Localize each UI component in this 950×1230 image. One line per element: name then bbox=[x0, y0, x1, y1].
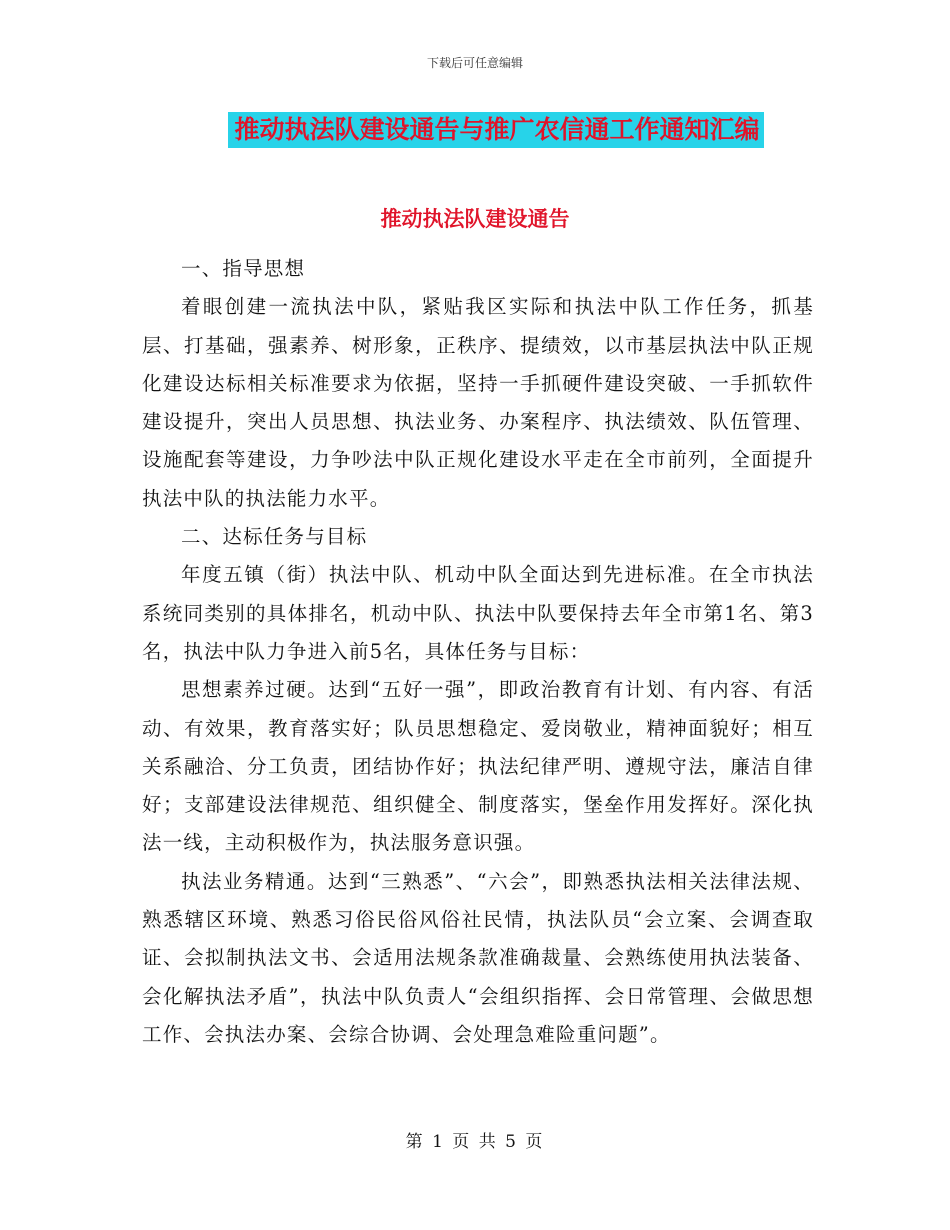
section-title: 推动执法队建设通告 bbox=[380, 207, 570, 231]
page-number-footer: 第 1 页 共 5 页 bbox=[405, 1132, 545, 1152]
main-title: 推动执法队建设通告与推广农信通工作通知汇编 bbox=[228, 112, 763, 148]
document-body bbox=[142, 250, 814, 1054]
main-title-container bbox=[0, 112, 950, 148]
paragraph-ideological-quality: 思想素养过硬。达到“五好一强”，即政治教育有计划、有内容、有活动、有效果，教育落实好；队员思想稳定、爱岗敬业，精神面貌好；相互关系融洽、分工负责，团结协作好；执法纪律严明、遵规守法，廉洁自律好；支部建设法律规范、组织健全、制度落实，堡垒作用发挥好。深化执法一线，主动积极作为，执法服务意识强。 bbox=[142, 678, 814, 855]
paragraph-guiding-ideology: 着眼创建一流执法中队，紧贴我区实际和执法中队工作任务，抓基层、打基础，强素养、树形象，正秩序、提绩效，以市基层执法中队正规化建设达标相关标准要求为依据，坚持一手抓硬件建设突破、一手抓软件建设提升，突出人员思想、执法业务、办案程序、执法绩效、队伍管理、设施配套等建设，力争吵法中队正规化建设水平走在全市前列，全面提升执法中队的执法能力水平。 bbox=[142, 295, 814, 510]
heading-guiding-ideology: 一、指导思想 bbox=[181, 257, 306, 280]
header-note: 下载后可任意编辑 bbox=[426, 56, 523, 70]
heading-tasks-and-goals: 二、达标任务与目标 bbox=[181, 525, 368, 549]
paragraph-enforcement-proficiency: 执法业务精通。达到“三熟悉”、“六会”，即熟悉执法相关法律法规、熟悉辖区环境、熟悉习俗民俗风俗社民情，执法队员“会立案、会调查取证、会拟制执法文书、会适用法规条款准确裁量、会熟练使用执法装备、会化解执法矛盾”，执法中队负责人“会组织指挥、会日常管理、会做思想工作、会执法办案、会综合协调、会处理急难险重问题”。 bbox=[142, 869, 814, 1046]
paragraph-annual-targets: 年度五镇（街）执法中队、机动中队全面达到先进标准。在全市执法系统同类别的具体排名，机动中队、执法中队要保持去年全市第1名、第3名，执法中队力争进入前5名，具体任务与目标： bbox=[142, 563, 814, 663]
